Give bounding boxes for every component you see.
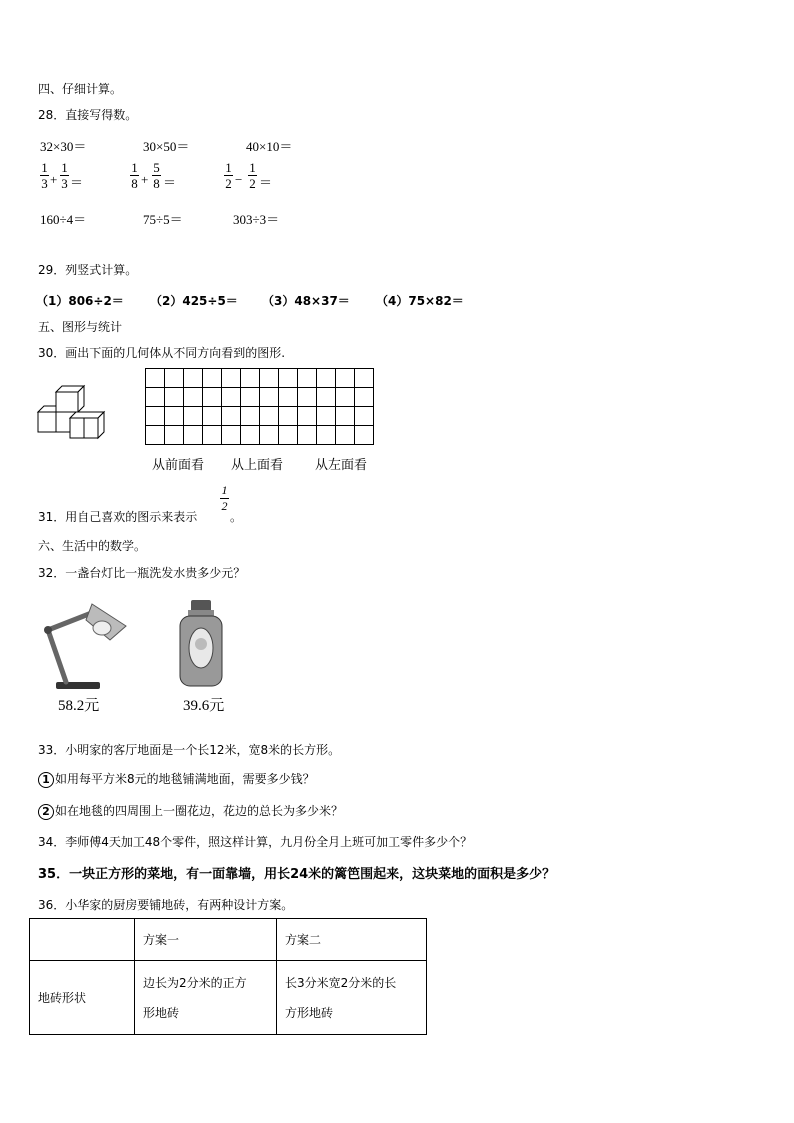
- q34-title: 34．李师傅4天加工48个零件，照这样计算，九月份全月上班可加工零件多少个？: [38, 835, 473, 849]
- fraction-c2: 1 2: [249, 160, 256, 191]
- desk-lamp-image: [40, 598, 132, 692]
- section-6-title: 六、生活中的数学。: [38, 539, 147, 553]
- fraction-b1: 1 8: [131, 160, 138, 191]
- q35-title: 35．一块正方形的菜地，有一面靠墙，用长24米的篱笆围起来，这块菜地的面积是多少？: [38, 867, 556, 882]
- fraction-a2: 1 3: [61, 160, 68, 191]
- table-cell-plan-1: 边长为2分米的正方 形地砖: [135, 961, 277, 1035]
- q29-item-1: （1）806÷2＝: [36, 294, 124, 308]
- operator-a: +: [50, 172, 58, 187]
- q28-title: 28．直接写得数。: [38, 108, 138, 122]
- operator-b: +: [141, 172, 149, 187]
- shampoo-bottle-image: [176, 598, 226, 690]
- operator-c: −: [235, 172, 243, 187]
- table-header-plan-1: 方案一: [135, 919, 277, 961]
- table-header-plan-2: 方案二: [277, 919, 427, 961]
- equals-c: ＝: [259, 175, 273, 190]
- q28-expr-7: 160÷4＝: [40, 212, 87, 227]
- view-label-left: 从左面看: [315, 458, 368, 473]
- q31-title: 31．用自己喜欢的图示来表示: [38, 510, 198, 524]
- table-cell-plan-2: 长3分米宽2分米的长 方形地砖: [277, 961, 427, 1035]
- q28-expr-2: 30×50＝: [143, 139, 190, 154]
- q28-expr-9: 303÷3＝: [233, 212, 280, 227]
- bottle-price: 39.6元: [183, 698, 225, 714]
- fraction-half: 1 2: [221, 483, 228, 513]
- drawing-grid[interactable]: [145, 368, 374, 445]
- equals-a: ＝: [70, 175, 84, 190]
- cube-solid-figure: [36, 384, 108, 440]
- q33-part-1-text: 如用每平方米8元的地毯铺满地面，需要多少钱？: [55, 772, 315, 786]
- q31-end: 。: [230, 510, 243, 524]
- q33-part-1: [38, 770, 315, 788]
- fraction-a1: 1 3: [41, 160, 48, 191]
- q33-part-2-text: 如在地毯的四周围上一圈花边，花边的总长为多少米？: [55, 804, 344, 818]
- q29-item-3: （3）48×37＝: [262, 294, 350, 308]
- q28-expr-3: 40×10＝: [246, 139, 293, 154]
- q28-expr-1: 32×30＝: [40, 139, 87, 154]
- table-corner-cell: [30, 919, 135, 961]
- q29-item-2: （2）425÷5＝: [150, 294, 238, 308]
- table-row-label: 地砖形状: [30, 961, 135, 1035]
- circled-2: 2: [38, 804, 54, 820]
- circled-1: 1: [38, 772, 54, 788]
- q33-part-2: [38, 802, 343, 820]
- view-label-top: 从上面看: [231, 458, 284, 473]
- view-label-front: 从前面看: [152, 458, 205, 473]
- tile-plan-table: [29, 918, 427, 1035]
- equals-b: ＝: [163, 175, 177, 190]
- q33-title: 33．小明家的客厅地面是一个长12米，宽8米的长方形。: [38, 743, 341, 757]
- lamp-price: 58.2元: [58, 698, 100, 714]
- section-5-title: 五、图形与统计: [38, 320, 123, 334]
- fraction-b2: 5 8: [153, 160, 160, 191]
- q29-title: 29．列竖式计算。: [38, 263, 138, 277]
- q29-item-4: （4）75×82＝: [376, 294, 464, 308]
- q28-expr-8: 75÷5＝: [143, 212, 183, 227]
- q32-title: 32．一盏台灯比一瓶洗发水贵多少元？: [38, 566, 246, 580]
- fraction-c1: 1 2: [225, 160, 232, 191]
- q30-title: 30．画出下面的几何体从不同方向看到的图形.: [38, 346, 286, 360]
- section-4-title: 四、仔细计算。: [38, 82, 123, 96]
- q36-title: 36．小华家的厨房要铺地砖，有两种设计方案。: [38, 898, 294, 912]
